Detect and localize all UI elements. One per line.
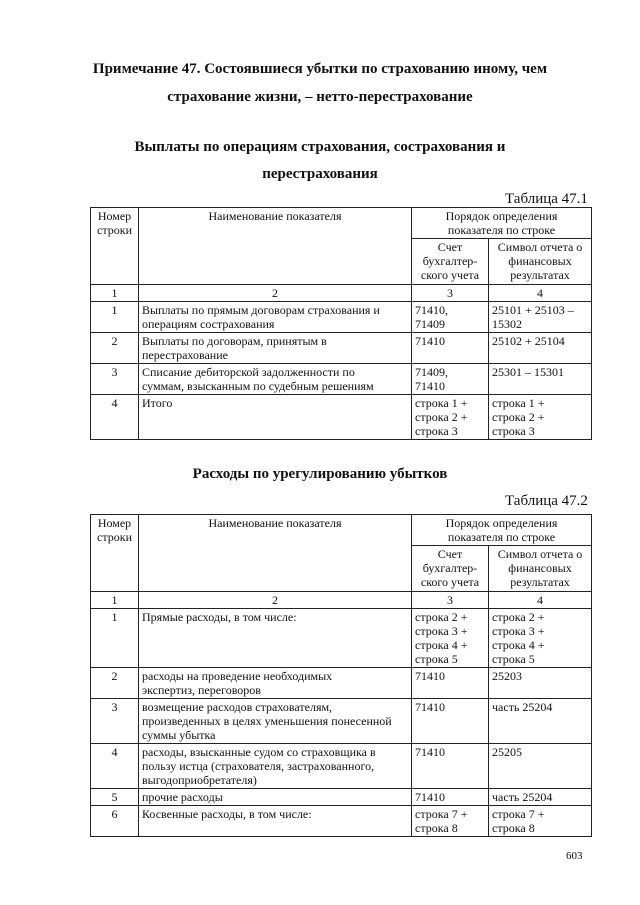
row-no: 3 [91,699,139,744]
section1-title-line-2: перестрахования [262,166,378,182]
colnum-cell: 1 [91,592,139,609]
table-47-1-label: Таблица 47.1 [505,191,588,207]
row-name: Выплаты по договорам, принятым в перестрахование [139,333,412,364]
row-symbol: 25102 + 25104 [489,333,592,364]
table-row [91,744,592,789]
row-account: строка 1 + строка 2 + строка 3 [412,395,489,440]
row-no: 2 [91,668,139,699]
row-account: 71410 [412,333,489,364]
row-no: 6 [91,806,139,837]
colnum-cell: 2 [139,592,412,609]
row-account: 71410, 71409 [412,302,489,333]
row-name: Косвенные расходы, в том числе: [139,806,412,837]
section2-title: Расходы по урегулированию убытков [192,466,448,482]
row-name: расходы на проведение необходимых экспертиз, переговоров [139,668,412,699]
row-account: 71410 [412,699,489,744]
row-name: Списание дебиторской задолженности по суммам, взысканным по судебным решениям [139,364,412,395]
colnum-cell: 2 [139,285,412,302]
row-account: 71409, 71410 [412,364,489,395]
row-no: 4 [91,395,139,440]
table-colnum-row [91,285,592,302]
table-header-row [91,208,592,239]
row-account: строка 2 + строка 3 + строка 4 + строка 5 [412,609,489,668]
row-no: 1 [91,302,139,333]
section1-title-line-1: Выплаты по операциям страхования, сострахования и [134,139,506,155]
row-symbol: 25101 + 25103 – 15302 [489,302,592,333]
table-row [91,333,592,364]
table-row [91,806,592,837]
header-name: Наименование показателя [139,208,412,285]
colnum-cell: 1 [91,285,139,302]
table-row [91,609,592,668]
header-account: Счет бухгалтер- ского учета [412,546,489,592]
row-name: Выплаты по прямым договорам страхования и операциям сострахования [139,302,412,333]
table-47-2 [90,514,592,837]
header-order: Порядок определения показателя по строке [412,515,592,546]
note-title-line-1: Примечание 47. Состоявшиеся убытки по страхованию иному, чем [92,61,548,77]
colnum-cell: 3 [412,592,489,609]
row-account: 71410 [412,789,489,806]
row-symbol: строка 2 + строка 3 + строка 4 + строка 5 [489,609,592,668]
table-header-row [91,515,592,546]
row-name: прочие расходы [139,789,412,806]
row-symbol: часть 25204 [489,789,592,806]
table-row [91,789,592,806]
table-row [91,395,592,440]
row-account: строка 7 + строка 8 [412,806,489,837]
table-row [91,364,592,395]
row-symbol: 25301 – 15301 [489,364,592,395]
table-47-1 [90,207,592,440]
header-symbol: Символ отчета о финансовых результатах [489,239,592,285]
header-name: Наименование показателя [139,515,412,592]
row-symbol: часть 25204 [489,699,592,744]
header-symbol: Символ отчета о финансовых результатах [489,546,592,592]
table-row [91,302,592,333]
header-row-no: Номер строки [91,515,139,592]
note-title-line-2: страхование жизни, – нетто-перестрахование [167,89,473,105]
table-row [91,699,592,744]
row-account: 71410 [412,668,489,699]
row-symbol: строка 1 + строка 2 + строка 3 [489,395,592,440]
row-symbol: строка 7 + строка 8 [489,806,592,837]
page-number: 603 [566,850,583,862]
row-name: Итого [139,395,412,440]
row-account: 71410 [412,744,489,789]
colnum-cell: 3 [412,285,489,302]
row-no: 3 [91,364,139,395]
row-symbol: 25205 [489,744,592,789]
colnum-cell: 4 [489,592,592,609]
row-no: 1 [91,609,139,668]
row-name: возмещение расходов страхователям, произведенных в целях уменьшения понесенной суммы убытка [139,699,412,744]
table-47-2-label: Таблица 47.2 [505,493,588,509]
colnum-cell: 4 [489,285,592,302]
header-account: Счет бухгалтер- ского учета [412,239,489,285]
header-order: Порядок определения показателя по строке [412,208,592,239]
header-row-no: Номер строки [91,208,139,285]
row-no: 4 [91,744,139,789]
row-symbol: 25203 [489,668,592,699]
row-name: расходы, взысканные судом со страховщика в пользу истца (страхователя, застрахованного, выгодоприобретателя) [139,744,412,789]
row-name: Прямые расходы, в том числе: [139,609,412,668]
row-no: 5 [91,789,139,806]
row-no: 2 [91,333,139,364]
table-colnum-row [91,592,592,609]
table-row [91,668,592,699]
